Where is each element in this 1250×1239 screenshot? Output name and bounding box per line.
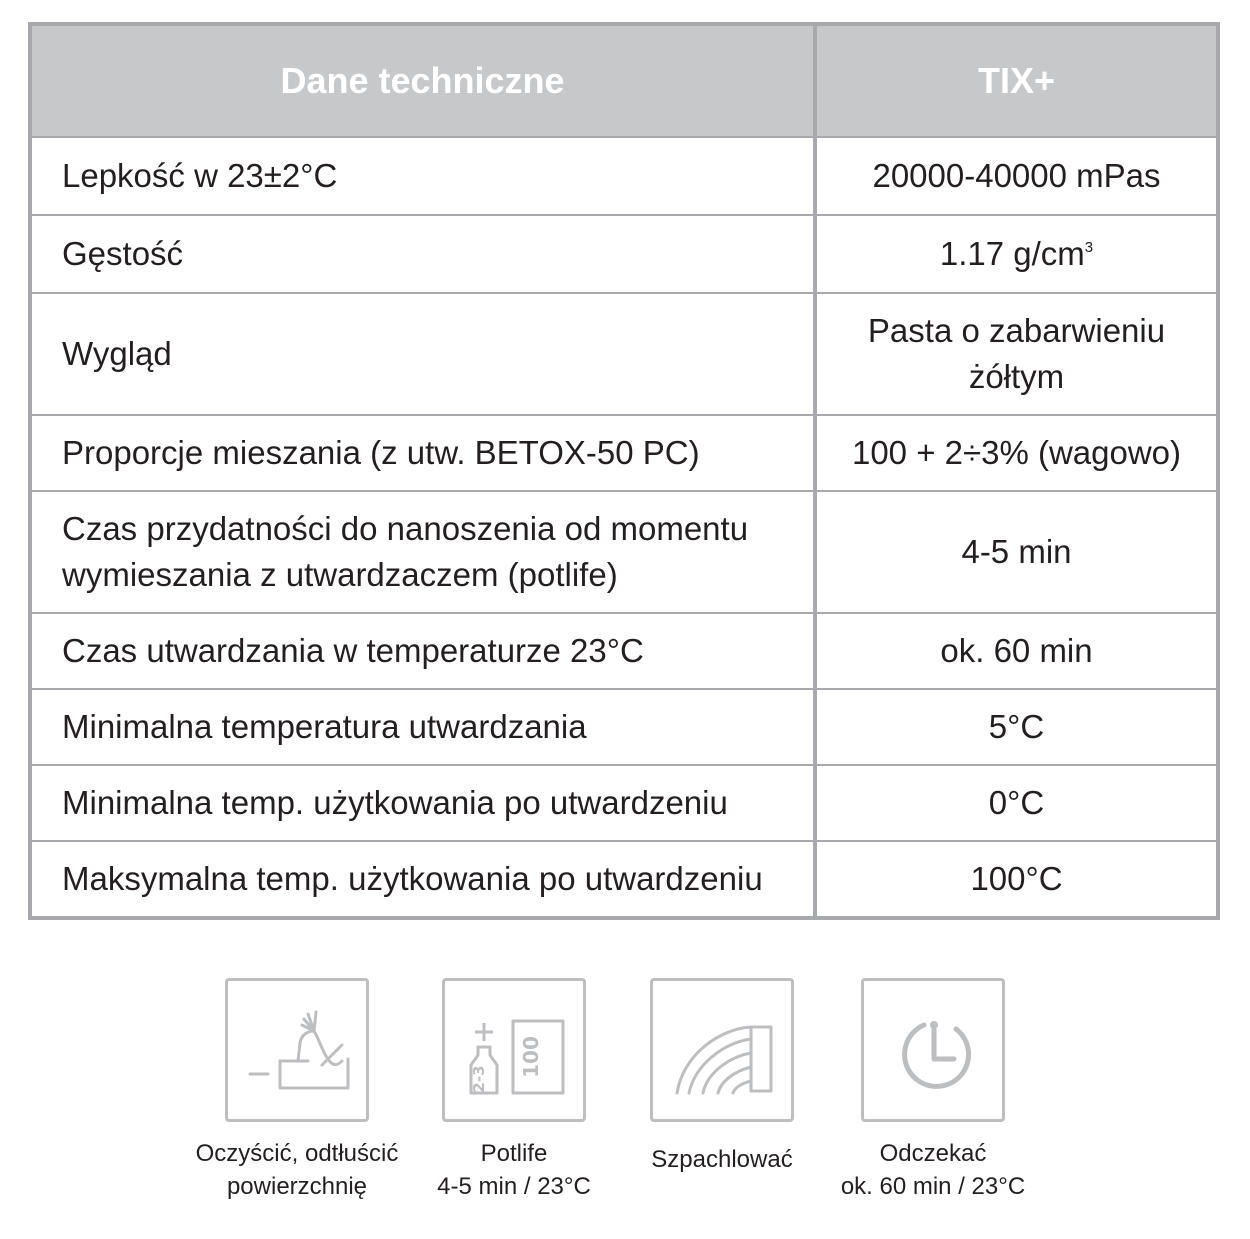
step-spatula-caption xyxy=(602,1143,842,1176)
caption-line-2: 4-5 min / 23°C xyxy=(437,1173,591,1200)
technical-data-table xyxy=(28,22,1220,920)
step-potlife-caption xyxy=(394,1137,634,1203)
table-row xyxy=(32,612,1216,688)
row-label: Gęstość xyxy=(62,235,184,272)
value-superscript: 3 xyxy=(1084,239,1094,256)
row-label: Maksymalna temp. użytkowania po utwardzeniu xyxy=(62,860,763,897)
row-label xyxy=(32,492,813,612)
header-col-technical-data: Dane techniczne xyxy=(280,60,565,101)
row-label: Czas utwardzania w temperaturze 23°C xyxy=(62,632,644,669)
spatula-icon xyxy=(653,981,797,1125)
header-col-product: TIX+ xyxy=(813,26,1216,136)
table-row xyxy=(32,414,1216,490)
value-line-1: Pasta o zabarwieniu xyxy=(867,312,1166,349)
label-line-1: Czas przydatności do nanoszenia od momentu xyxy=(62,510,749,547)
step-clean-caption xyxy=(177,1137,417,1203)
row-label: Minimalna temp. użytkowania po utwardzeniu xyxy=(62,784,728,821)
caption-line-2: powierzchnię xyxy=(226,1173,368,1200)
icon-ratio-small: 2-3 xyxy=(470,1065,488,1093)
row-value xyxy=(813,216,1216,292)
table-row xyxy=(32,292,1216,414)
row-value: 100 + 2÷3% (wagowo) xyxy=(813,416,1216,490)
value-line-2: żółtym xyxy=(968,358,1065,395)
row-value: 5°C xyxy=(813,690,1216,764)
table-row xyxy=(32,214,1216,292)
value-text: 1.17 g/cm xyxy=(939,235,1085,272)
row-value: 4-5 min xyxy=(813,492,1216,612)
caption-line-1: Potlife xyxy=(480,1140,548,1167)
table-row xyxy=(32,840,1216,916)
step-wait-box xyxy=(861,978,1005,1122)
caption-line-1: Odczekać xyxy=(879,1140,987,1167)
icon-ratio-large: 100 xyxy=(519,1036,543,1078)
row-label: Minimalna temperatura utwardzania xyxy=(62,708,587,745)
caption-line-1: Oczyścić, odtłuścić xyxy=(195,1140,399,1167)
row-value: ok. 60 min xyxy=(813,614,1216,688)
clean-surface-icon xyxy=(228,981,372,1125)
label-line-2: wymieszania z utwardzaczem (potlife) xyxy=(62,556,618,593)
row-label: Wygląd xyxy=(62,335,172,372)
row-value: 20000-40000 mPas xyxy=(813,138,1216,214)
table-row xyxy=(32,764,1216,840)
timer-icon xyxy=(864,981,1008,1125)
row-label: Lepkość w 23±2°C xyxy=(62,157,338,194)
caption-line-1: Szpachlować xyxy=(651,1146,793,1173)
row-label: Proporcje mieszania (z utw. BETOX-50 PC) xyxy=(62,434,700,471)
table-row xyxy=(32,138,1216,214)
table-row xyxy=(32,490,1216,612)
caption-line-2: ok. 60 min / 23°C xyxy=(840,1173,1026,1200)
step-spatula-box xyxy=(650,978,794,1122)
row-value: 100°C xyxy=(813,842,1216,916)
row-value: 0°C xyxy=(813,766,1216,840)
step-potlife-box xyxy=(442,978,586,1122)
step-wait-caption xyxy=(813,1137,1053,1203)
table-row xyxy=(32,688,1216,764)
potlife-mix-icon xyxy=(445,981,589,1125)
row-value xyxy=(813,294,1216,414)
step-clean-box xyxy=(225,978,369,1122)
table-header-row xyxy=(32,26,1216,138)
